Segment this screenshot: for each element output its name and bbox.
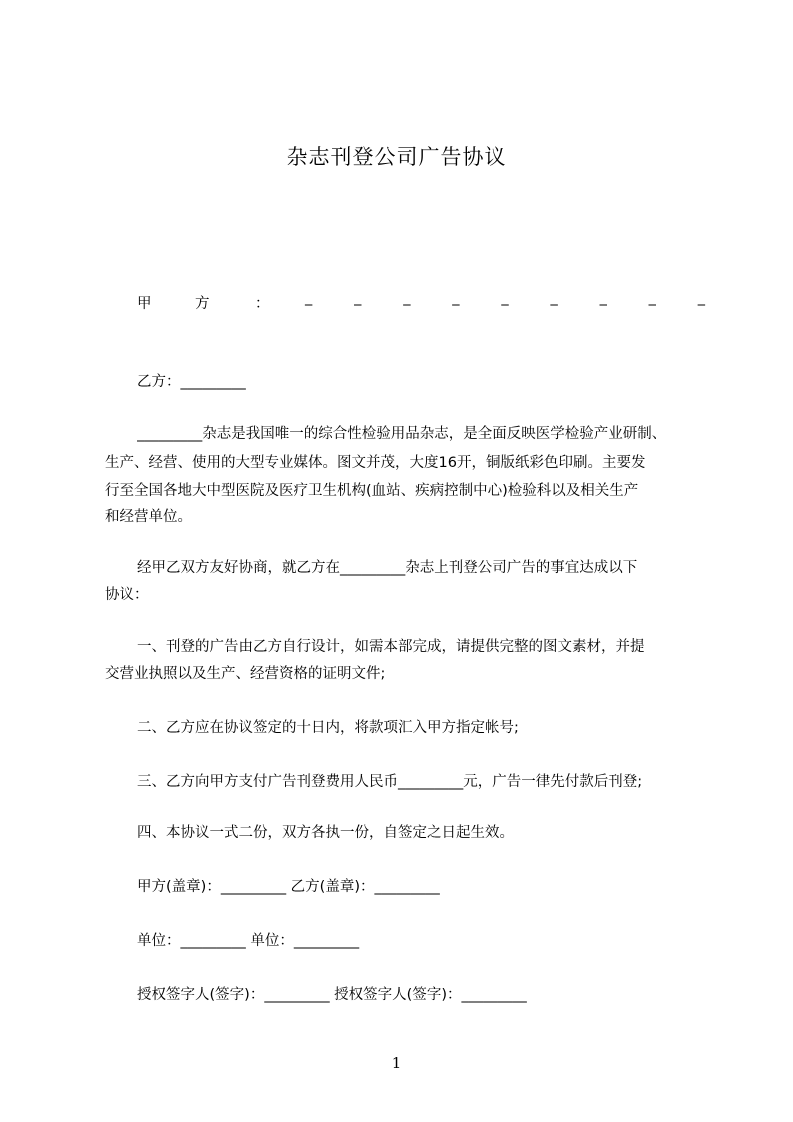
agreement-line: 协议： <box>105 587 149 603</box>
dash: _ <box>648 290 656 306</box>
clause-3: 三、乙方向甲方支付广告刊登费用人民币_________元，广告一律先付款后刊登; <box>137 774 643 790</box>
agreement-line: 经甲乙双方友好协商，就乙方在_________杂志上刊登公司广告的事宜达成以下 <box>137 560 638 576</box>
dash: _ <box>550 290 558 306</box>
intro-line: 和经营单位。 <box>105 509 192 525</box>
page-number: 1 <box>391 1054 402 1072</box>
party-a-label-char1: 甲 <box>137 296 152 312</box>
intro-line: _________杂志是我国唯一的综合性检验用品杂志，是全面反映医学检验产业研制、 <box>137 426 667 442</box>
dash: _ <box>452 290 460 306</box>
dash: _ <box>697 290 705 306</box>
clause-4: 四、本协议一式二份，双方各执一份，自签定之日起生效。 <box>137 825 514 841</box>
intro-line: 行至全国各地大中型医院及医疗卫生机构(血站、疾病控制中心)检验科以及相关生产 <box>105 483 639 499</box>
signature-seal-line: 甲方(盖章)：_________ 乙方(盖章)：_________ <box>137 879 440 895</box>
party-a-label-char2: 方 <box>195 296 210 312</box>
party-b-line: 乙方：_________ <box>137 374 246 390</box>
clause-2: 二、乙方应在协议签定的十日内，将款项汇入甲方指定帐号; <box>137 720 519 736</box>
party-a-blank-dashes <box>305 290 705 306</box>
signature-unit-line: 单位：_________ 单位：_________ <box>137 933 360 949</box>
signature-person-line: 授权签字人(签字)：_________ 授权签字人(签字)：_________ <box>137 987 527 1003</box>
dash: _ <box>599 290 607 306</box>
clause-1-line: 一、刊登的广告由乙方自行设计，如需本部完成，请提供完整的图文素材，并提 <box>137 639 645 655</box>
party-a-colon: ： <box>255 296 270 312</box>
clause-1-line: 交营业执照以及生产、经营资格的证明文件; <box>105 666 386 682</box>
document-title: 杂志刊登公司广告协议 <box>286 145 507 169</box>
dash: _ <box>354 290 362 306</box>
dash: _ <box>305 290 313 306</box>
dash: _ <box>501 290 509 306</box>
dash: _ <box>403 290 411 306</box>
intro-line: 生产、经营、使用的大型专业媒体。图文并茂，大度16开，铜版纸彩色印刷。主要发 <box>105 455 646 471</box>
party-a-line <box>137 288 705 316</box>
